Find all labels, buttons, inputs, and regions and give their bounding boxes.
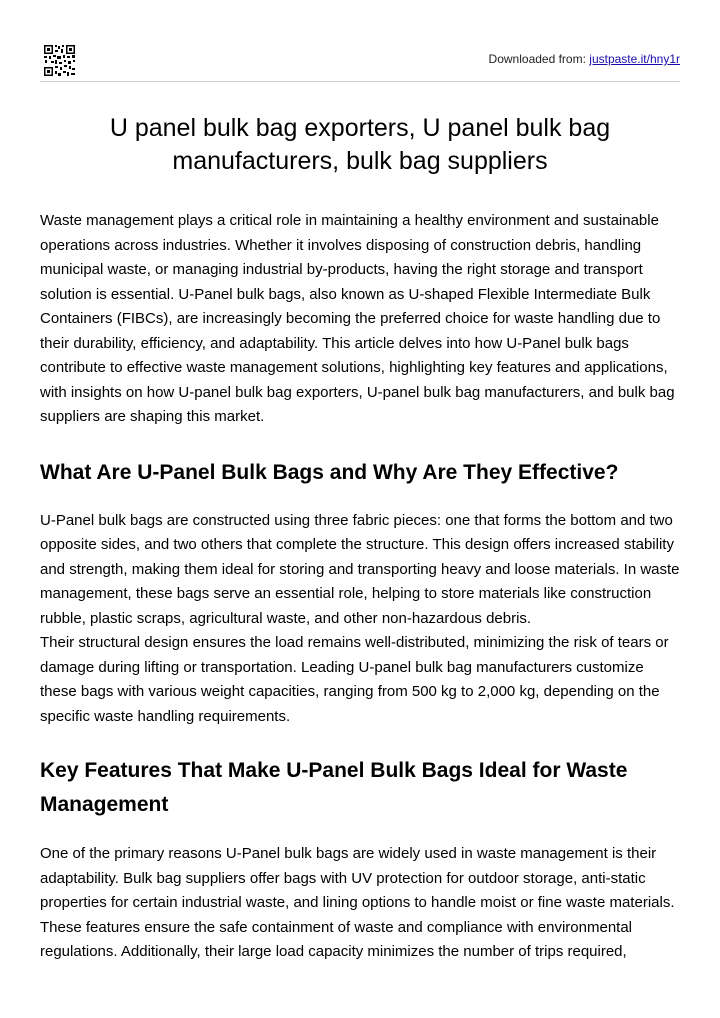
page-title: U panel bulk bag exporters, U panel bulk bag manufacturers, bulk bag suppliers [109,114,611,175]
section2-paragraph-2: These features ensure the safe containment of waste and compliance with environmental regulations. Additionally, their large load capacity minimizes the number of trips required, [40,918,633,960]
qr-code-icon [43,44,76,77]
download-source [489,52,680,66]
download-label: Downloaded from: [488,52,586,66]
section1-paragraph-2: Their structural design ensures the load remains well-distributed, minimizing the risk of tears or damage during lifting or transportation. Leading U-panel bulk bag manufacturers customize these bags with various weight capacities, ranging from 500 kg to 2,000 kg, depending on the specific waste handling requirements. [40,634,669,725]
page-header [40,40,680,82]
section-heading-what-are: What Are U-Panel Bulk Bags and Why Are They Effective? [40,460,619,484]
intro-paragraph: Waste management plays a critical role in maintaining a healthy environment and sustainable operations across industries. Whether it involves disposing of construction debris, handling municipal waste, or managing industrial by-products, having the right storage and transport solution is essential. U-Panel bulk bags, also known as U-shaped Flexible Intermediate Bulk Containers (FIBCs), are increasingly becoming the preferred choice for waste handling due to their durability, efficiency, and adaptability. This article delves into how U-Panel bulk bags contribute to effective waste management solutions, highlighting key features and applications, with insights on how U-panel bulk bag exporters, U-panel bulk bag manufacturers, and bulk bag suppliers are shaping this market. [40,212,675,425]
section-heading-key-features: Key Features That Make U-Panel Bulk Bags Ideal for Waste Management [40,759,628,816]
source-link[interactable]: justpaste.it/hny1r [589,52,680,66]
section2-paragraph-1: One of the primary reasons U-Panel bulk bags are widely used in waste management is their adaptability. Bulk bag suppliers offer bags with UV protection for outdoor storage, anti-static properties for certain industrial waste, and lining options to handle moist or fine waste materials. [40,845,675,911]
section1-paragraph-1: U-Panel bulk bags are constructed using three fabric pieces: one that forms the bottom and two opposite sides, and two others that complete the structure. This design offers increased stability and strength, making them ideal for storing and transporting heavy and loose materials. In waste management, these bags serve an essential role, helping to store materials like construction rubble, plastic scraps, agricultural waste, and other non-hazardous debris. [40,511,680,627]
article [40,112,680,965]
